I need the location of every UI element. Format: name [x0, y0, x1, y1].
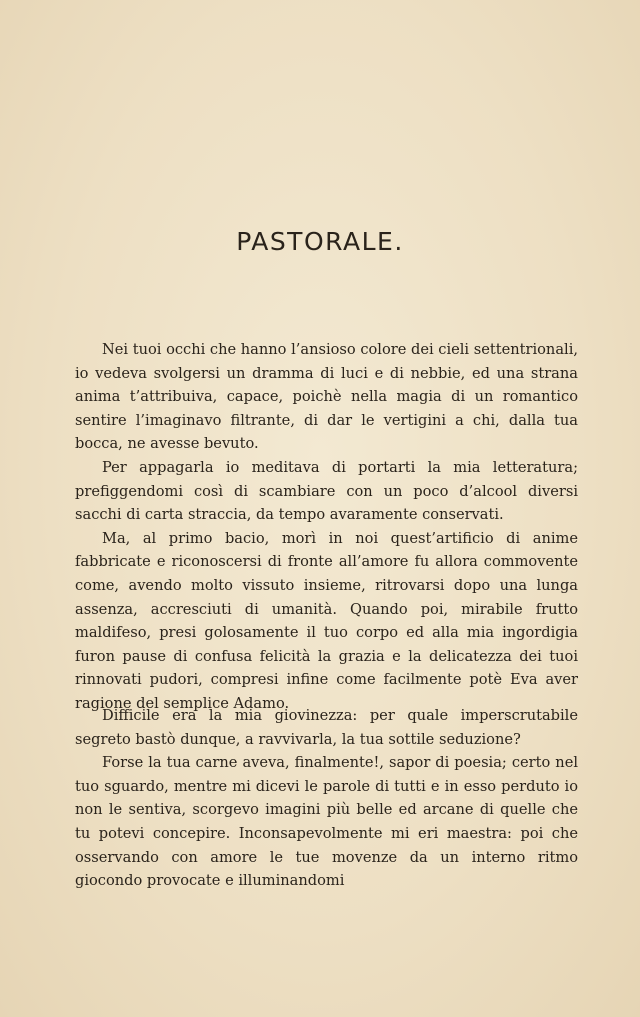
paragraph: Forse la tua carne aveva, finalmente!, sapor di poesia; certo nel tuo sguardo, mentre mi dicevi le parole di tutti e in esso perduto io non le sentiva, scorgevo imagini più belle ed arcane di quelle che tu potevi concepire. Inconsapevolmente mi eri maestra: poi che osservando con amore le tue movenze da un interno ritmo giocondo provocate e illuminandomi: [75, 754, 578, 890]
paragraph: Difficile era la mia giovinezza: per quale imperscrutabile segreto bastò dunque, a ravvivarla, la tua sottile seduzione?: [75, 707, 578, 748]
text-section-1: [75, 338, 578, 716]
paragraph: Ma, al primo bacio, morì in noi quest’artificio di anime fabbricate e riconoscersi di fronte all’amore fu allora commovente come, avendo molto vissuto insieme, ritrovarsi dopo una lunga assenza, accresciuti di umanità. Quando poi, mirabile frutto maldifeso, presi golosamente il tuo corpo ed alla mia ingordigia furon pause di confusa felicità la grazia e la delicatezza dei tuoi rinnovati pudori, compresi infine come facilmente potè Eva aver ragione del semplice Adamo.: [75, 529, 578, 712]
paragraph: Nei tuoi occhi che hanno l’ansioso colore dei cieli settentrionali, io vedeva svolgersi un dramma di luci e di nebbie, ed una strana anima t’attribuiva, capace, poichè nella magia di un romantico sentire l’imaginavo filtrante, di dar le vertigini a chi, dalla tua bocca, ne avesse bevuto.: [75, 341, 578, 453]
text-section-2: [75, 704, 578, 893]
chapter-title: PASTORALE.: [236, 226, 404, 256]
paragraph: Per appagarla io meditava di portarti la mia letteratura; prefiggendomi così di scambiare con un poco d’alcool diversi sacchi di carta straccia, da tempo avaramente conservati.: [75, 458, 578, 524]
